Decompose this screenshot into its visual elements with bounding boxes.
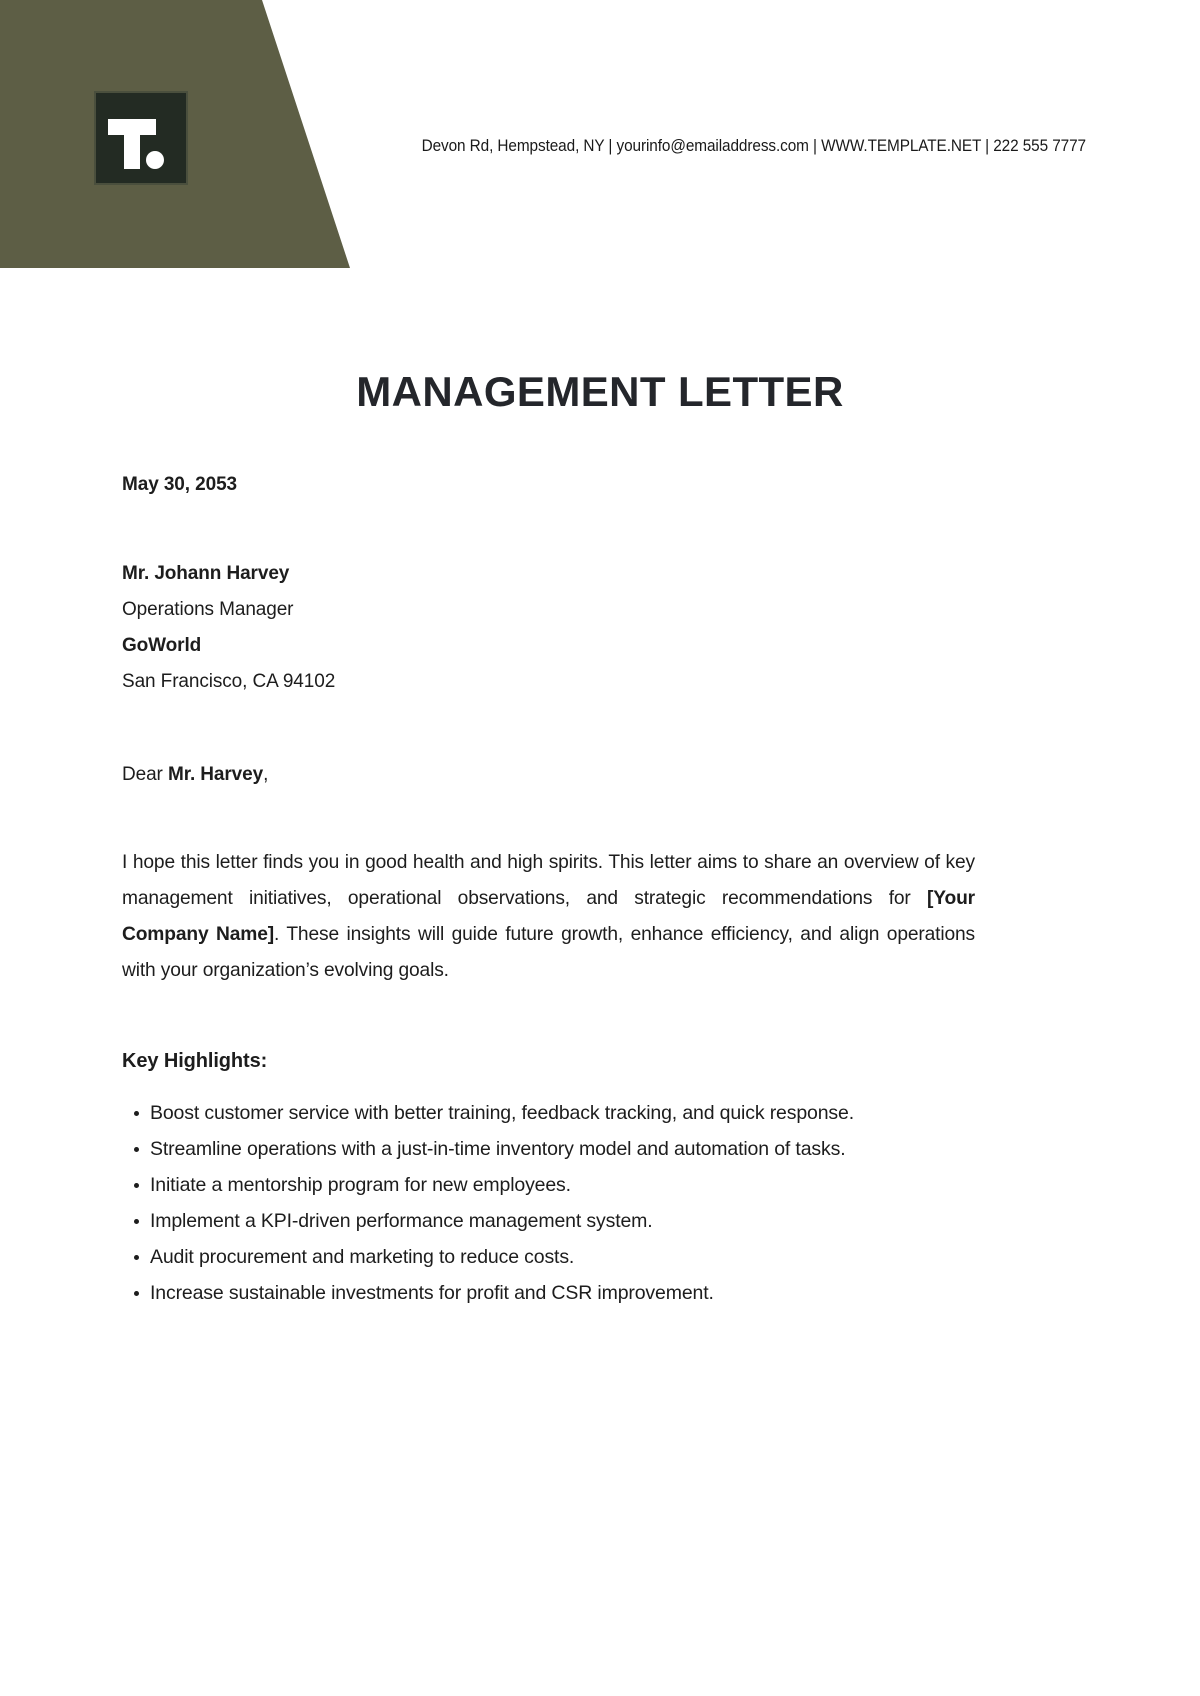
letter-body <box>122 472 988 1311</box>
logo-period-dot <box>146 151 164 169</box>
logo-t-stem <box>124 119 140 169</box>
salutation-greeting: Dear <box>122 764 168 785</box>
recipient-job-title: Operations Manager <box>122 599 294 620</box>
page-title: MANAGEMENT LETTER <box>356 368 844 415</box>
header-contact-line: Devon Rd, Hempstead, NY | yourinfo@emailaddress.com | WWW.TEMPLATE.NET | 222 555 7777 <box>421 137 1086 155</box>
list-item: Audit procurement and marketing to reduce costs. <box>122 1239 988 1275</box>
salutation-name: Mr. Harvey <box>167 764 264 785</box>
recipient-company: GoWorld <box>122 635 202 656</box>
salutation-punctuation: , <box>263 764 269 785</box>
list-item: Implement a KPI-driven performance management system. <box>122 1203 988 1239</box>
company-name-placeholder: [Your Company Name] <box>122 887 976 945</box>
key-highlights-list <box>122 1095 988 1311</box>
recipient-block <box>122 556 988 700</box>
key-highlights-heading: Key Highlights: <box>122 1050 268 1072</box>
intro-paragraph-part2: . These insights will guide future growth, enhance efficiency, and align operations with your organization’s evolving goals. <box>122 923 976 981</box>
intro-paragraph-part1: I hope this letter finds you in good health and high spirits. This letter aims to share an overview of key management initiatives, operational observations, and strategic recommendations for <box>122 851 976 909</box>
list-item: Increase sustainable investments for profit and CSR improvement. <box>122 1275 988 1311</box>
recipient-address: San Francisco, CA 94102 <box>122 671 336 692</box>
logo-t-dot-icon <box>108 107 174 169</box>
brand-logo <box>94 91 188 185</box>
list-item: Streamline operations with a just-in-time inventory model and automation of tasks. <box>122 1131 988 1167</box>
letter-date: May 30, 2053 <box>122 474 237 495</box>
list-item: Initiate a mentorship program for new employees. <box>122 1167 988 1203</box>
list-item: Boost customer service with better training, feedback tracking, and quick response. <box>122 1095 988 1131</box>
intro-paragraph <box>122 844 975 988</box>
recipient-name: Mr. Johann Harvey <box>122 563 290 584</box>
salutation <box>122 762 988 788</box>
